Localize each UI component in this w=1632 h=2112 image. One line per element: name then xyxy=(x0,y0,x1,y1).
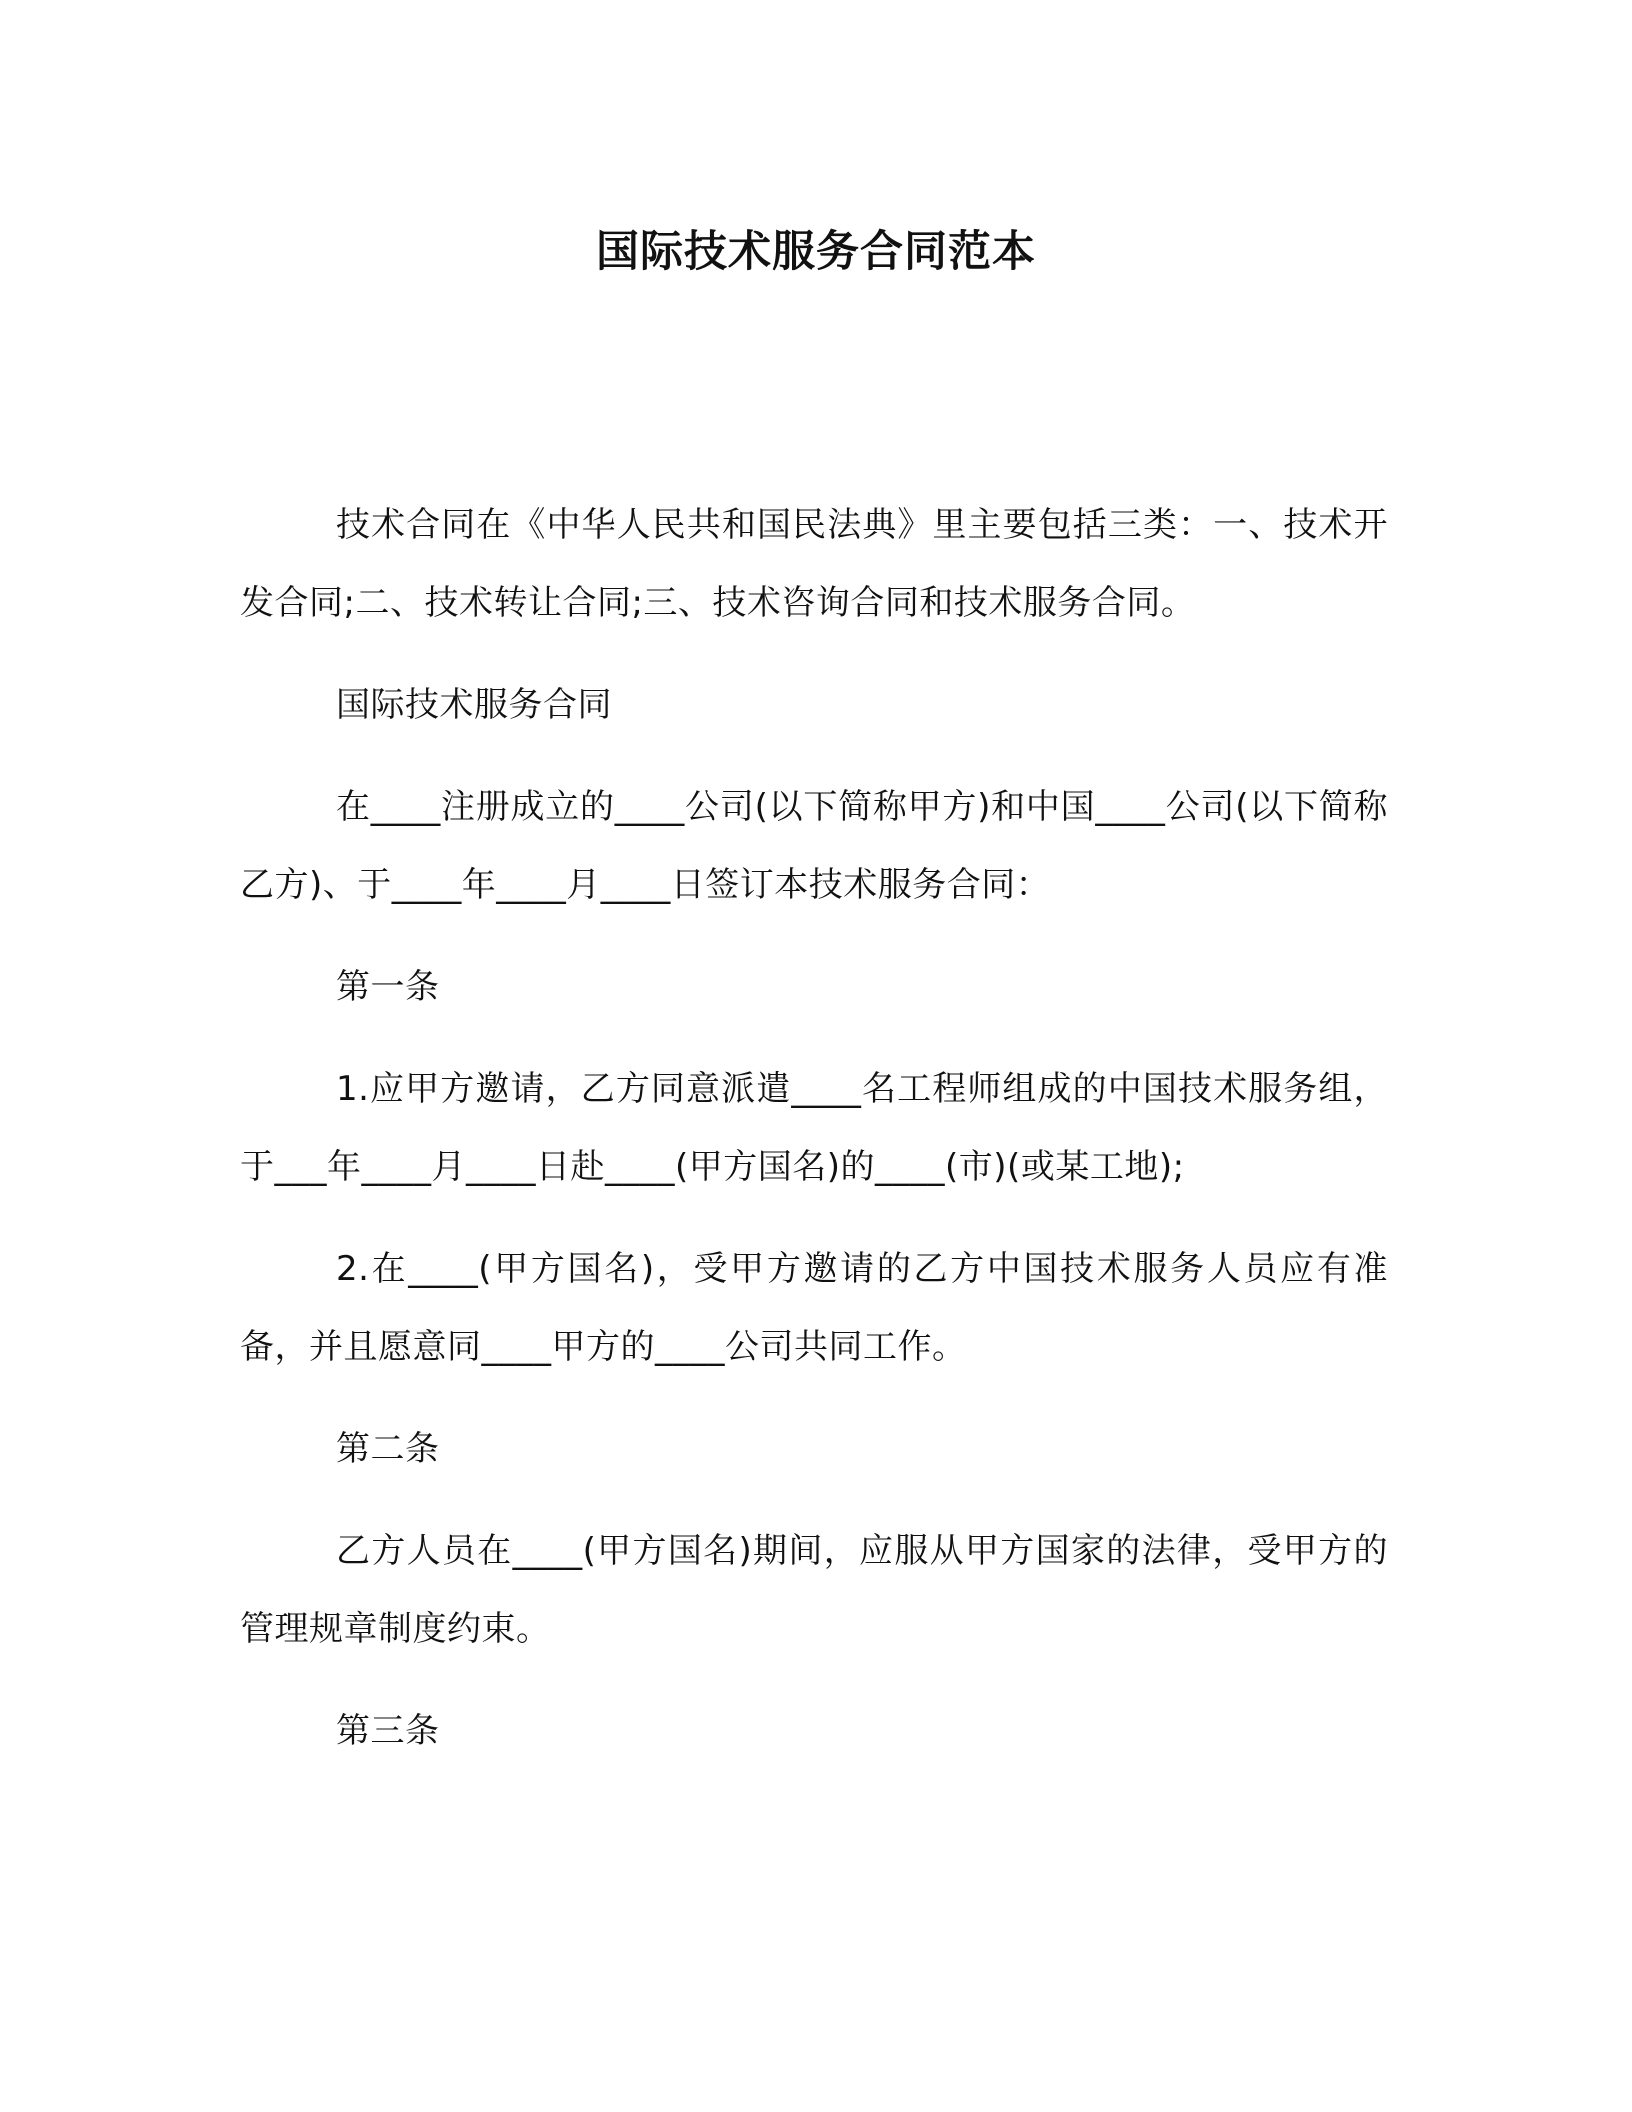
parties-paragraph: 在____注册成立的____公司(以下简称甲方)和中国____公司(以下简称乙方)、于____年____月____日签订本技术服务合同： xyxy=(240,787,1388,905)
section-heading: 国际技术服务合同 xyxy=(336,685,612,725)
article-1-clause-1: 1.应甲方邀请，乙方同意派遣____名工程师组成的中国技术服务组，于___年____月____日赴____(甲方国名)的____(市)(或某工地); xyxy=(240,1069,1388,1187)
article-2-text: 乙方人员在____(甲方国名)期间，应服从甲方国家的法律，受甲方的管理规章制度约束。 xyxy=(240,1531,1388,1649)
article-3-heading: 第三条 xyxy=(336,1711,440,1751)
article-1-heading: 第一条 xyxy=(336,967,440,1007)
article-1-clause-2: 2.在____(甲方国名)，受甲方邀请的乙方中国技术服务人员应有准备，并且愿意同____甲方的____公司共同工作。 xyxy=(240,1249,1388,1367)
document-title: 国际技术服务合同范本 xyxy=(596,227,1036,277)
document-body xyxy=(240,486,1388,1794)
article-2-heading: 第二条 xyxy=(336,1429,440,1469)
intro-paragraph: 技术合同在《中华人民共和国民法典》里主要包括三类：一、技术开发合同;二、技术转让合同;三、技术咨询合同和技术服务合同。 xyxy=(240,505,1388,623)
